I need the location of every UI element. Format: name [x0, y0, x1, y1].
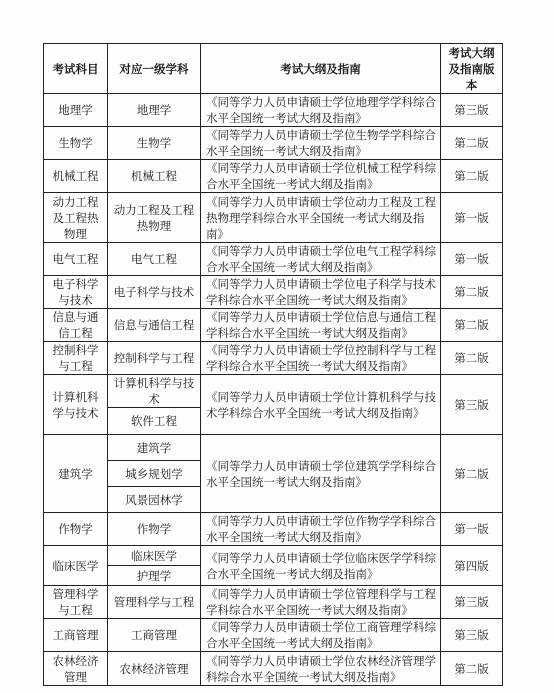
table-row: [44, 652, 503, 686]
cell-version: 第二版: [441, 127, 503, 160]
cell-subject: 生物学: [44, 127, 108, 160]
cell-syllabus: 《同等学力人员申请硕士学位动力工程及工程热物理学科综合水平全国统一考试大纲及指南》: [201, 193, 441, 243]
cell-syllabus: 《同等学力人员申请硕士学位临床医学学科综合水平全国统一考试大纲及指南》: [201, 546, 441, 586]
table-row: [44, 309, 503, 342]
cell-version: 第一版: [441, 513, 503, 546]
cell-subject: 信息与通信工程: [44, 309, 108, 342]
cell-version: 第一版: [441, 193, 503, 243]
cell-discipline: 护理学: [108, 566, 201, 586]
cell-syllabus: 《同等学力人员申请硕士学位地理学学科综合水平全国统一考试大纲及指南》: [201, 94, 441, 127]
cell-syllabus: 《同等学力人员申请硕士学位工商管理学科综合水平全国统一考试大纲及指南》: [201, 619, 441, 652]
cell-discipline: 生物学: [108, 127, 201, 160]
cell-version: 第三版: [441, 619, 503, 652]
cell-version: 第二版: [441, 309, 503, 342]
cell-subject: 电子科学与技术: [44, 276, 108, 309]
cell-discipline: 工商管理: [108, 619, 201, 652]
table-row: [44, 127, 503, 160]
header-version: 考试大纲及指南版本: [441, 44, 503, 94]
cell-subject: 建筑学: [44, 435, 108, 513]
cell-version: 第二版: [441, 160, 503, 193]
cell-subject: 工商管理: [44, 619, 108, 652]
cell-version: 第三版: [441, 94, 503, 127]
table-header-row: [44, 44, 503, 94]
cell-version: 第四版: [441, 546, 503, 586]
cell-discipline: 作物学: [108, 513, 201, 546]
cell-version: 第二版: [441, 342, 503, 375]
table-row: [44, 513, 503, 546]
cell-syllabus: 《同等学力人员申请硕士学位电子科学与技术学科综合水平全国统一考试大纲及指南》: [201, 276, 441, 309]
table-row: [44, 342, 503, 375]
cell-syllabus: 《同等学力人员申请硕士学位机械工程学科综合水平全国统一考试大纲及指南》: [201, 160, 441, 193]
table-row: [44, 94, 503, 127]
cell-discipline: 电子科学与技术: [108, 276, 201, 309]
header-discipline: 对应一级学科: [108, 44, 201, 94]
cell-syllabus: 《同等学力人员申请硕士学位作物学学科综合水平全国统一考试大纲及指南》: [201, 513, 441, 546]
header-subject: 考试科目: [44, 44, 108, 94]
cell-discipline: 农林经济管理: [108, 652, 201, 686]
cell-discipline: 城乡规划学: [108, 461, 201, 487]
cell-discipline: 计算机科学与技术: [108, 375, 201, 408]
cell-discipline: 机械工程: [108, 160, 201, 193]
cell-discipline: 控制科学与工程: [108, 342, 201, 375]
cell-subject: 电气工程: [44, 243, 108, 276]
cell-version: 第二版: [441, 652, 503, 686]
cell-discipline: 信息与通信工程: [108, 309, 201, 342]
cell-subject: 农林经济管理: [44, 652, 108, 686]
table-row: [44, 435, 503, 461]
cell-version: 第三版: [441, 586, 503, 619]
cell-discipline: 管理科学与工程: [108, 586, 201, 619]
cell-version: 第二版: [441, 435, 503, 513]
cell-discipline: 电气工程: [108, 243, 201, 276]
cell-syllabus: 《同等学力人员申请硕士学位电气工程学科综合水平全国统一考试大纲及指南》: [201, 243, 441, 276]
cell-subject: 计算机科学与技术: [44, 375, 108, 435]
cell-discipline: 建筑学: [108, 435, 201, 461]
cell-discipline: 风景园林学: [108, 487, 201, 513]
cell-syllabus: 《同等学力人员申请硕士学位控制科学与工程学科综合水平全国统一考试大纲及指南》: [201, 342, 441, 375]
table-row: [44, 375, 503, 408]
cell-discipline: 地理学: [108, 94, 201, 127]
syllabus-table: [43, 43, 503, 686]
cell-syllabus: 《同等学力人员申请硕士学位生物学学科综合水平全国统一考试大纲及指南》: [201, 127, 441, 160]
table-body: [44, 94, 503, 686]
table-row: [44, 193, 503, 243]
table-row: [44, 160, 503, 193]
cell-subject: 地理学: [44, 94, 108, 127]
cell-syllabus: 《同等学力人员申请硕士学位农林经济管理学科综合水平全国统一考试大纲及指南》: [201, 652, 441, 686]
cell-version: 第一版: [441, 243, 503, 276]
cell-subject: 机械工程: [44, 160, 108, 193]
table-row: [44, 243, 503, 276]
cell-version: 第三版: [441, 375, 503, 435]
cell-syllabus: 《同等学力人员申请硕士学位建筑学学科综合水平全国统一考试大纲及指南》: [201, 435, 441, 513]
cell-syllabus: 《同等学力人员申请硕士学位管理科学与工程学科综合水平全国统一考试大纲及指南》: [201, 586, 441, 619]
table-row: [44, 276, 503, 309]
cell-discipline: 软件工程: [108, 408, 201, 435]
header-syllabus: 考试大纲及指南: [201, 44, 441, 94]
cell-subject: 管理科学与工程: [44, 586, 108, 619]
cell-syllabus: 《同等学力人员申请硕士学位计算机科学与技术学科综合水平全国统一考试大纲及指南》: [201, 375, 441, 435]
cell-subject: 控制科学与工程: [44, 342, 108, 375]
cell-subject: 作物学: [44, 513, 108, 546]
table-row: [44, 619, 503, 652]
cell-subject: 动力工程及工程热物理: [44, 193, 108, 243]
cell-version: 第二版: [441, 276, 503, 309]
table-row: [44, 586, 503, 619]
cell-syllabus: 《同等学力人员申请硕士学位信息与通信工程学科综合水平全国统一考试大纲及指南》: [201, 309, 441, 342]
cell-discipline: 动力工程及工程热物理: [108, 193, 201, 243]
cell-discipline: 临床医学: [108, 546, 201, 566]
cell-subject: 临床医学: [44, 546, 108, 586]
table-row: [44, 546, 503, 566]
